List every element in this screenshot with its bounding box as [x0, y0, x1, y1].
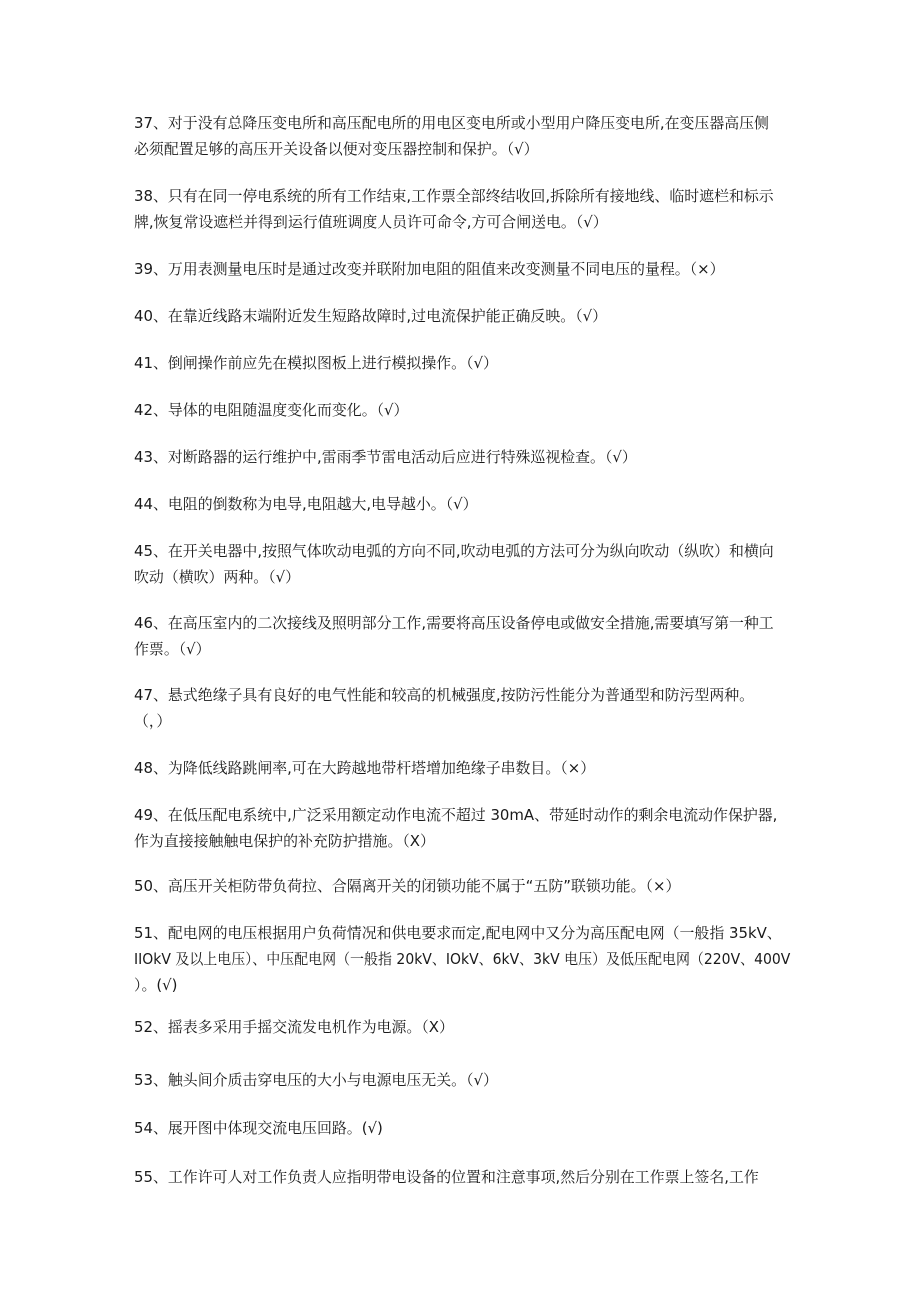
question-52: [134, 1014, 794, 1040]
question-46: [134, 610, 794, 662]
question-50: [134, 873, 794, 899]
question-line: 38、只有在同一停电系统的所有工作结束,工作票全部终结收回,拆除所有接地线、临时遮栏和标示: [134, 187, 774, 205]
question-line: 37、对于没有总降压变电所和高压配电所的用电区变电所或小型用户降压变电所,在变压器高压侧: [134, 114, 769, 132]
question-line: 牌,恢复常设遮栏并得到运行值班调度人员许可命令,方可合闸送电。（√）: [134, 213, 608, 231]
question-line: 49、在低压配电系统中,广泛采用额定动作电流不超过 30mA、带延时动作的剩余电流动作保护器,: [134, 806, 778, 824]
question-line: 吹动（横吹）两种。（√）: [134, 568, 301, 586]
question-45: [134, 538, 794, 590]
question-41: [134, 350, 794, 376]
question-39: [134, 256, 794, 282]
question-line: 50、高压开关柜防带负荷拉、合隔离开关的闭锁功能不属于“五防”联锁功能。（×）: [134, 877, 681, 895]
question-47: [134, 682, 794, 734]
question-44: [134, 491, 794, 517]
question-48: [134, 755, 794, 781]
question-51: [134, 920, 794, 998]
question-line: 46、在高压室内的二次接线及照明部分工作,需要将高压设备停电或做安全措施,需要填写第一种工: [134, 614, 774, 632]
question-line: IIOkV 及以上电压）、中压配电网（一般指 20kV、IOkV、6kV、3kV 电压）及低压配电网（220V、400V: [134, 950, 791, 968]
question-line: 必须配置足够的高压开关设备以便对变压器控制和保护。（√）: [134, 140, 539, 158]
question-line: 47、悬式绝缘子具有良好的电气性能和较高的机械强度,按防污性能分为普通型和防污型两种。: [134, 686, 755, 704]
question-line: ）。(√): [134, 976, 178, 994]
question-line: 44、电阻的倒数称为电导,电阻越大,电导越小。（√）: [134, 495, 478, 513]
question-line: 55、工作许可人对工作负责人应指明带电设备的位置和注意事项,然后分别在工作票上签名,工作: [134, 1168, 759, 1186]
question-43: [134, 444, 794, 470]
question-54: [134, 1115, 794, 1141]
question-line: 41、倒闸操作前应先在模拟图板上进行模拟操作。（√）: [134, 354, 498, 372]
question-line: 51、配电网的电压根据用户负荷情况和供电要求而定,配电网中又分为高压配电网（一般指 35kV、: [134, 924, 782, 942]
question-line: 40、在靠近线路末端附近发生短路故障时,过电流保护能正确反映。（√）: [134, 307, 608, 325]
question-line: 39、万用表测量电压时是通过改变并联附加电阻的阻值来改变测量不同电压的量程。（×）: [134, 260, 725, 278]
question-49: [134, 802, 794, 854]
question-line: 作票。（√）: [134, 640, 211, 658]
question-42: [134, 397, 794, 423]
question-40: [134, 303, 794, 329]
question-line: （，）: [134, 712, 172, 730]
question-53: [134, 1067, 794, 1093]
question-line: 48、为降低线路跳闸率,可在大跨越地带杆塔增加绝缘子串数目。（×）: [134, 759, 596, 777]
question-line: 52、摇表多采用手摇交流发电机作为电源。（X）: [134, 1018, 454, 1036]
question-line: 53、触头间介质击穿电压的大小与电源电压无关。（√）: [134, 1071, 498, 1089]
question-line: 54、展开图中体现交流电压回路。(√): [134, 1119, 383, 1137]
question-line: 42、导体的电阻随温度变化而变化。（√）: [134, 401, 409, 419]
question-line: 43、对断路器的运行维护中,雷雨季节雷电活动后应进行特殊巡视检查。（√）: [134, 448, 637, 466]
question-line: 45、在开关电器中,按照气体吹动电弧的方向不同,吹动电弧的方法可分为纵向吹动（纵吹）和横向: [134, 542, 774, 560]
question-38: [134, 183, 794, 235]
question-55: [134, 1164, 794, 1190]
question-line: 作为直接接触触电保护的补充防护措施。（X）: [134, 832, 435, 850]
question-37: [134, 110, 794, 162]
